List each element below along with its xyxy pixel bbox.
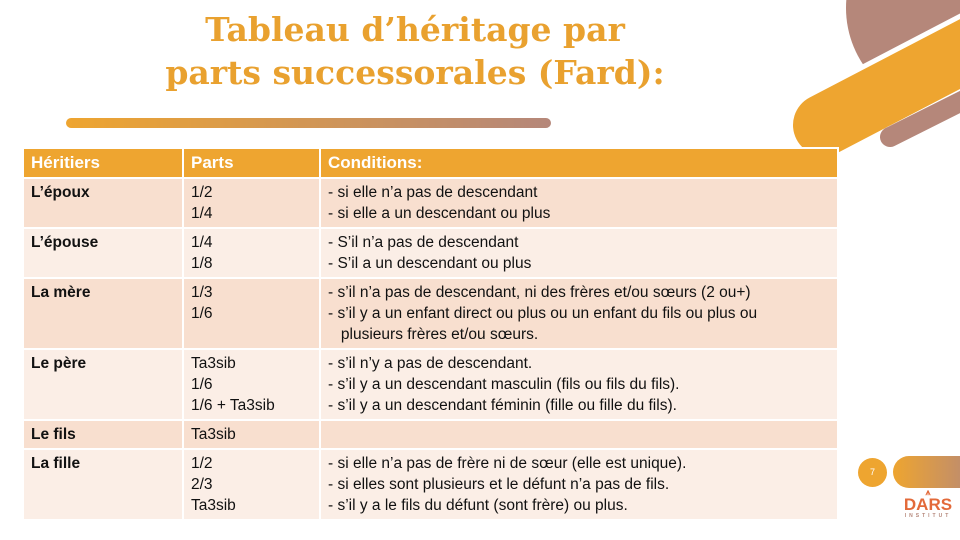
conditions-cell: [320, 228, 838, 278]
conditions-line: - S’il a un descendant ou plus: [328, 255, 532, 272]
parts-line: 1/4: [191, 205, 213, 222]
parts-line: Ta3sib: [191, 355, 236, 372]
parts-cell: [183, 228, 320, 278]
parts-line: 1/6: [191, 376, 213, 393]
logo-subtext: INSTITUT: [904, 513, 952, 519]
table-row: [23, 228, 838, 278]
dars-logo: [896, 488, 960, 519]
title-underline-bar: [66, 118, 551, 128]
heir-cell: Le père: [23, 349, 183, 420]
conditions-line: - si elle n’a pas de descendant: [328, 184, 538, 201]
parts-line: Ta3sib: [191, 426, 236, 443]
inheritance-table: [22, 147, 839, 521]
conditions-line: - si elles sont plusieurs et le défunt n’a pas de fils.: [328, 476, 670, 493]
heir-cell: L’épouse: [23, 228, 183, 278]
conditions-line: - s’il y a un descendant masculin (fils ou fils du fils).: [328, 376, 680, 393]
slide-title: [0, 8, 830, 94]
table-row: [23, 349, 838, 420]
parts-line: 1/8: [191, 255, 213, 272]
page-number: 7: [858, 458, 887, 487]
heir-cell: La mère: [23, 278, 183, 349]
logo-text: DARS: [903, 495, 953, 514]
title-line: Tableau d’héritage par: [205, 10, 625, 49]
parts-line: Ta3sib: [191, 497, 236, 514]
parts-cell: [183, 449, 320, 520]
table-row: [23, 449, 838, 520]
table-row: [23, 178, 838, 228]
conditions-cell: [320, 278, 838, 349]
parts-line: 2/3: [191, 476, 213, 493]
conditions-line: - si elle n’a pas de frère ni de sœur (elle est unique).: [328, 455, 687, 472]
heir-cell: Le fils: [23, 420, 183, 449]
table-header-row: [23, 148, 838, 178]
decorative-pill: [893, 456, 960, 488]
conditions-cell: [320, 420, 838, 449]
title-line: parts successorales (Fard):: [165, 53, 665, 92]
table-row: [23, 420, 838, 449]
parts-line: 1/6: [191, 305, 213, 322]
parts-cell: [183, 420, 320, 449]
heir-cell: La fille: [23, 449, 183, 520]
conditions-cell: [320, 449, 838, 520]
conditions-cell: [320, 349, 838, 420]
parts-line: 1/6 + Ta3sib: [191, 397, 275, 414]
parts-line: 1/4: [191, 234, 213, 251]
conditions-line: - s’il n’a pas de descendant, ni des frères et/ou sœurs (2 ou+): [328, 284, 751, 301]
conditions-line: - s’il y a un enfant direct ou plus ou un enfant du fils ou plus ou: [328, 305, 758, 322]
parts-line: 1/2: [191, 184, 213, 201]
header-conditions: Conditions:: [320, 148, 838, 178]
parts-cell: [183, 278, 320, 349]
conditions-line: - S’il n’a pas de descendant: [328, 234, 519, 251]
conditions-line: - s’il n’y a pas de descendant.: [328, 355, 533, 372]
conditions-line: plusieurs frères et/ou sœurs.: [328, 326, 539, 343]
header-heirs: Héritiers: [23, 148, 183, 178]
conditions-line: - s’il y a un descendant féminin (fille ou fille du fils).: [328, 397, 677, 414]
conditions-line: - s’il y a le fils du défunt (sont frère) ou plus.: [328, 497, 628, 514]
parts-line: 1/3: [191, 284, 213, 301]
conditions-cell: [320, 178, 838, 228]
logo-mark-icon: ⩚: [925, 487, 931, 497]
conditions-line: - si elle a un descendant ou plus: [328, 205, 551, 222]
table-row: [23, 278, 838, 349]
heir-cell: L’époux: [23, 178, 183, 228]
parts-line: 1/2: [191, 455, 213, 472]
parts-cell: [183, 178, 320, 228]
parts-cell: [183, 349, 320, 420]
header-parts: Parts: [183, 148, 320, 178]
